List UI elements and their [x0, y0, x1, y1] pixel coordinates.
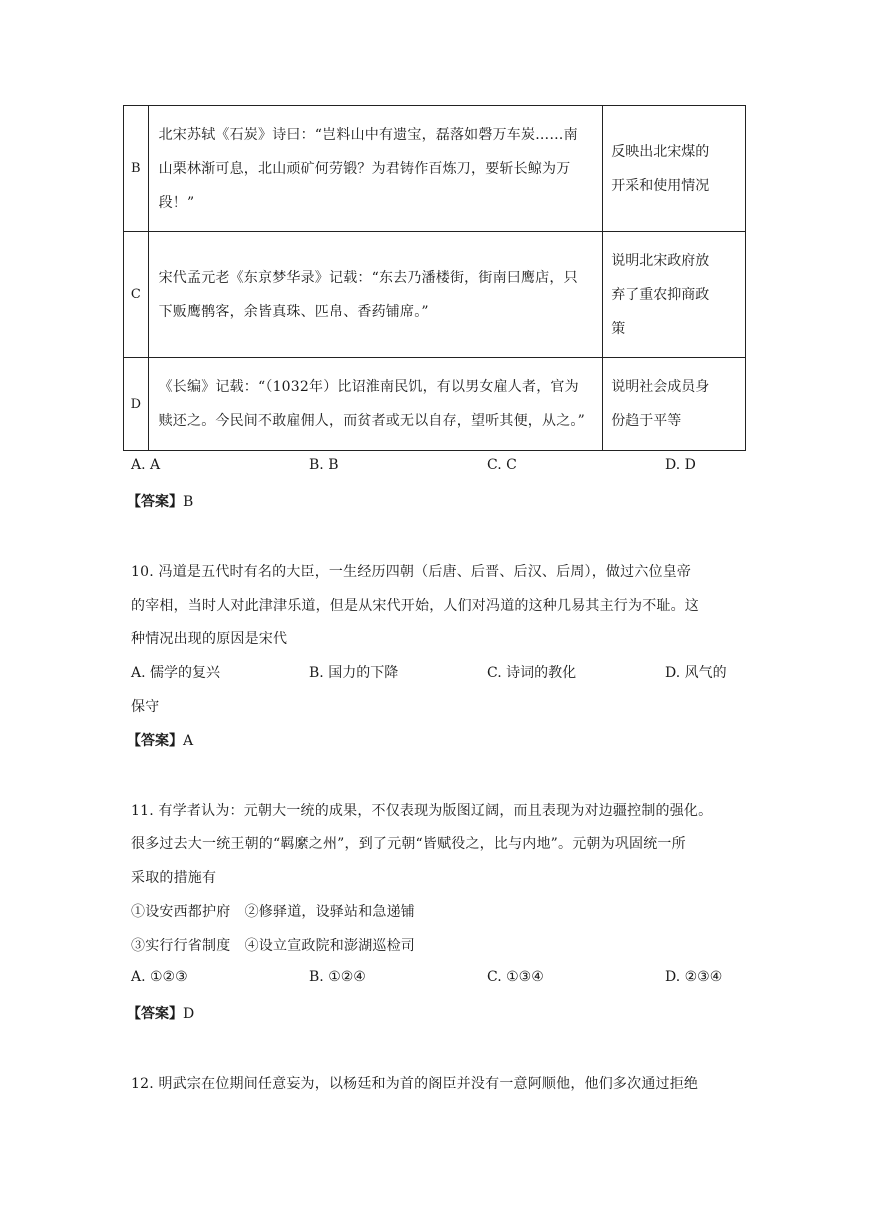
answer-label: 【答案】 — [127, 1006, 183, 1022]
q11-choice-a: A. ①②③ — [131, 969, 188, 985]
q9-answer — [127, 491, 193, 511]
table-row — [124, 358, 746, 451]
source-line: 下贩鹰鹘客，余皆真珠、匹帛、香药铺席。” — [158, 303, 429, 320]
row-note — [603, 106, 746, 232]
note-line: 份趋于平等 — [611, 413, 682, 429]
q11-choice-c: C. ①③④ — [487, 969, 544, 985]
table-row — [124, 106, 746, 232]
q11-stem-line: 很多过去大一统王朝的“羁縻之州”，到了元朝“皆赋役之，比与内地”。元朝为巩固统一所 — [131, 836, 686, 852]
q11-choice-d: D. ②③④ — [665, 969, 723, 985]
source-line: 北宋苏轼《石炭》诗曰：“岂料山中有遗宝，磊落如磬万车炭……南 — [158, 126, 578, 143]
source-line: 宋代孟元老《东京梦华录》记载：“东去乃潘楼街，街南曰鹰店，只 — [158, 269, 578, 286]
q9-choice-c: C. C — [487, 457, 517, 473]
answer-value: B — [183, 494, 194, 510]
options-table — [123, 105, 746, 451]
q10-choice-d-wrap: 保守 — [131, 699, 160, 715]
q10-stem-line: 10. 冯道是五代时有名的大臣，一生经历四朝（后唐、后晋、后汉、后周），做过六位皇帝 — [131, 564, 692, 580]
note-line: 策 — [611, 320, 626, 337]
q9-choice-d: D. D — [665, 457, 696, 473]
source-line: 山栗林渐可息，北山顽矿何劳锻？为君铸作百炼刀，要斩长鲸为万 — [158, 160, 571, 177]
note-line: 弃了重农抑商政 — [611, 286, 710, 303]
table-row — [124, 232, 746, 358]
q10-choice-c: C. 诗词的教化 — [487, 665, 577, 681]
row-note — [603, 232, 746, 358]
q11-choice-b: B. ①②④ — [309, 969, 366, 985]
source-line: 《长编》记载：“（1032年）比诏淮南民饥，有以男女雇人者，官为 — [158, 379, 579, 395]
note-line: 说明北宋政府放 — [611, 252, 710, 269]
row-source — [148, 106, 603, 232]
q10-stem-line: 种情况出现的原因是宋代 — [131, 631, 288, 647]
answer-label: 【答案】 — [127, 733, 183, 749]
row-letter: C — [124, 232, 149, 358]
answer-value: D — [183, 1006, 195, 1022]
q11-item-line: ①设安西都护府 ②修驿道，设驿站和急递铺 — [131, 904, 415, 920]
note-line: 开采和使用情况 — [611, 177, 710, 194]
q10-choice-a: A. 儒学的复兴 — [131, 665, 221, 681]
q11-item-line: ③实行行省制度 ④设立宣政院和澎湖巡检司 — [131, 938, 415, 954]
row-source — [148, 358, 603, 451]
q10-stem-line: 的宰相，当时人对此津津乐道，但是从宋代开始，人们对冯道的这种几易其主行为不耻。这 — [131, 598, 699, 614]
q11-answer — [127, 1003, 194, 1023]
note-line: 反映出北宋煤的 — [611, 143, 710, 160]
q9-choice-b: B. B — [309, 457, 339, 473]
q10-choice-d: D. 风气的 — [665, 665, 727, 681]
note-line: 说明社会成员身 — [611, 379, 710, 395]
row-letter: D — [124, 358, 149, 451]
source-line: 段！” — [158, 194, 195, 211]
q11-stem-line: 11. 有学者认为：元朝大一统的成果，不仅表现为版图辽阔，而且表现为对边疆控制的强化。 — [131, 803, 713, 819]
answer-value: A — [183, 733, 194, 749]
row-source — [148, 232, 603, 358]
q10-choice-b: B. 国力的下降 — [309, 665, 399, 681]
q9-choice-a: A. A — [131, 457, 161, 473]
q11-stem-line: 采取的措施有 — [131, 870, 217, 886]
q10-answer — [127, 730, 193, 750]
row-letter: B — [124, 106, 149, 232]
q12-stem-line: 12. 明武宗在位期间任意妄为，以杨廷和为首的阁臣并没有一意阿顺他，他们多次通过拒绝 — [131, 1076, 699, 1092]
answer-label: 【答案】 — [127, 494, 183, 510]
source-line: 赎还之。今民间不敢雇佣人，而贫者或无以自存，望听其便，从之。” — [158, 413, 585, 429]
row-note — [603, 358, 746, 451]
